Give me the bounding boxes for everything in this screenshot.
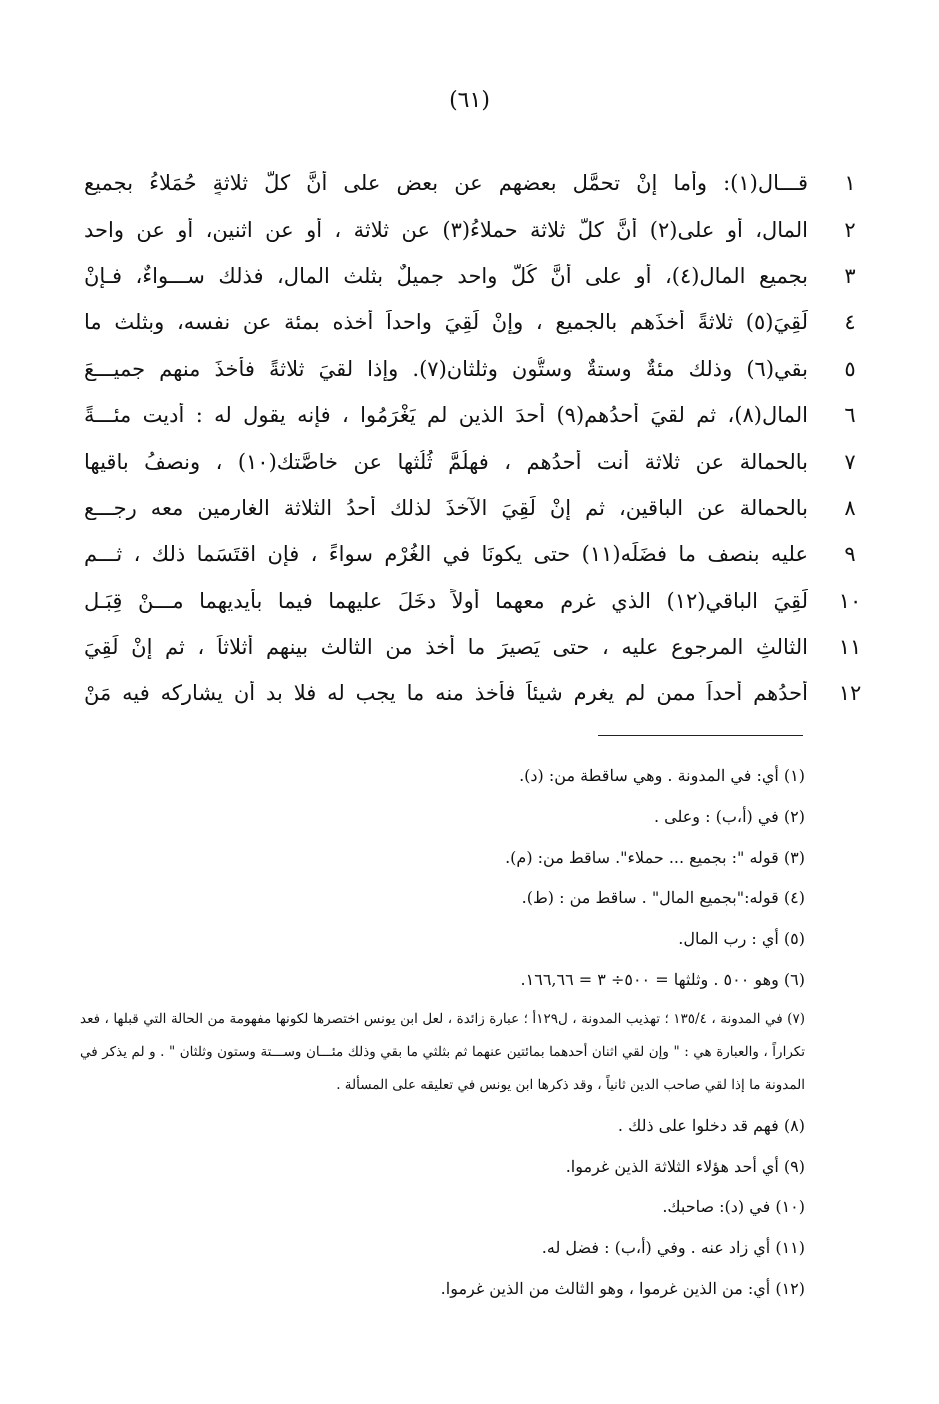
line-text: قـــال(١): وأما إنْ تحمَّل بعضهم عن بعضٍ على أنَّ كلَّ ثلاثةٍ حُمَلاءُ بجميع	[84, 171, 808, 196]
line-number: ١٠	[838, 588, 862, 613]
text-line	[70, 299, 870, 345]
text-line	[70, 438, 870, 484]
line-text: بالحمالة عن الباقين، ثم إنْ لَقِيَ الآخذَ لذلك أحدُ الثلاثة الغارمين معه رجـــع	[84, 495, 808, 520]
footnotes-block	[80, 756, 805, 1310]
text-line	[70, 160, 870, 206]
footnote-separator	[598, 735, 803, 736]
line-text: المال، أو على(٢) أنَّ كلَّ ثلاثة حملاءُ(٣) عن ثلاثة ، أو عن اثنين، أو عن واحد	[84, 217, 808, 242]
text-line	[70, 670, 870, 716]
text-line	[70, 578, 870, 624]
line-number: ٢	[844, 217, 856, 242]
footnote: (٦) وهو ٥٠٠ . وثلثها = ٥٠٠÷ ٣ = ١٦٦,٦٦.	[520, 969, 805, 989]
line-number: ١١	[838, 635, 862, 660]
line-number: ٥	[844, 356, 856, 381]
footnote: (١) أي: في المدونة . وهي ساقطة من: (د).	[519, 766, 805, 785]
line-number: ٧	[844, 449, 856, 474]
footnote: (٣) قوله ": بجميع ... حملاء". ساقط من: (م).	[505, 847, 805, 867]
line-text: المال(٨)، ثم لقيَ أحدُهم(٩) أحدَ الذين لم يَغْرَمُوا ، فإنه يقول له : أديت مئـــةً	[84, 403, 808, 428]
footnote: (٤) قوله:"بجميع المال" . ساقط من : (ط).	[521, 888, 805, 908]
line-text: بالحمالة عن ثلاثة أنت أحدُهم ، فهلُمَّ ثُلُثها عن خاصَّتك(١٠) ، ونصفُ باقيها	[84, 449, 808, 474]
line-number: ٣	[844, 263, 856, 288]
footnote: (٨) فهم قد دخلوا على ذلك .	[617, 1115, 805, 1135]
text-line	[70, 392, 870, 438]
line-number: ٦	[844, 403, 856, 428]
line-number: ٩	[844, 542, 856, 567]
line-text: بقي(٦) وذلك مئةٌ وستةٌ وستُّون وثلثان(٧). وإذا لقيَ ثلاثةً فأخذَ منهم جميـــعَ	[84, 356, 808, 381]
text-line	[70, 624, 870, 670]
footnote: (٧) في المدونة ، ١٣٥/٤ ؛ تهذيب المدونة ، ل١٢٩أ ؛ عبارة زائدة ، لعل ابن يونس اختصرها لكونها مفهومة من الحالة التي قبلها ، فعد تكراراً ، والعبارة هي : " وإن لقي اثنان أحدهما بمائتين عنهما ثم بثلثي ما بقي وذلك مئـــان وســـتة وستون وثلثان " . و لم يذكر في المدونة ما إذا لقي صاحب الدين ثانياً ، وقد ذكرها ابن يونس في تعليقه على المسألة .	[80, 1010, 805, 1093]
line-text: لَقِيَ(٥) ثلاثةً أخذَهم بالجميع ، وإنْ لَقِيَ واحداً أخذه بمئة عن نفسه، وبثلث ما	[84, 310, 808, 335]
footnote: (٩) أي أحد هؤلاء الثلاثة الذين غرموا.	[565, 1156, 805, 1176]
footnote: (١٢) أي: من الذين غرموا ، وهو الثالث من الذين غرموا.	[440, 1278, 805, 1298]
line-text: أحدُهم أحداً ممن لم يغرم شيئاً فأخذ منه ما يجب له فلا بد أن يشاركه فيه مَنْ	[84, 681, 808, 706]
footnote: (٢) في (أ،ب) : وعلى .	[653, 806, 805, 826]
line-text: بجميع المال(٤)، أو على أنَّ كُلَّ واحد جميلٌ بثلث المال، فذلك ســـواءٌ، فـإنْ	[84, 263, 808, 288]
line-number: ٤	[844, 310, 856, 335]
footnote: (١١) أي زاد عنه . وفي (أ،ب) : فضل له.	[541, 1238, 805, 1258]
line-number: ١٢	[838, 681, 862, 706]
text-line	[70, 485, 870, 531]
line-number: ١	[844, 171, 856, 196]
line-text: لَقِيَ الباقي(١٢) الذي غرم معهما أولاً دخَلَ عليهما فيما بأيديهما مـــنْ قِبَـلِ	[84, 588, 808, 613]
text-line	[70, 253, 870, 299]
main-text-block	[70, 160, 870, 717]
line-number: ٨	[844, 495, 856, 520]
text-line	[70, 531, 870, 577]
footnote: (١٠) في (د): صاحبك.	[662, 1197, 805, 1217]
line-text: الثالثِ المرجوعِ عليه ، حتى يَصيرَ ما أُخذ من الثالث بينهم أثلاثاً ، ثم إنْ لَقِيَ	[84, 635, 808, 660]
text-line	[70, 346, 870, 392]
page-number: (٦١)	[449, 88, 490, 113]
footnote: (٥) أي : رب المال.	[678, 929, 805, 949]
text-line	[70, 206, 870, 252]
line-text: عليه بنصف ما فضَلَه(١١) حتى يكونَا في الغُرْمِ سواءً ، فإن اقتَسَما ذلك ، ثـــم	[84, 542, 808, 567]
